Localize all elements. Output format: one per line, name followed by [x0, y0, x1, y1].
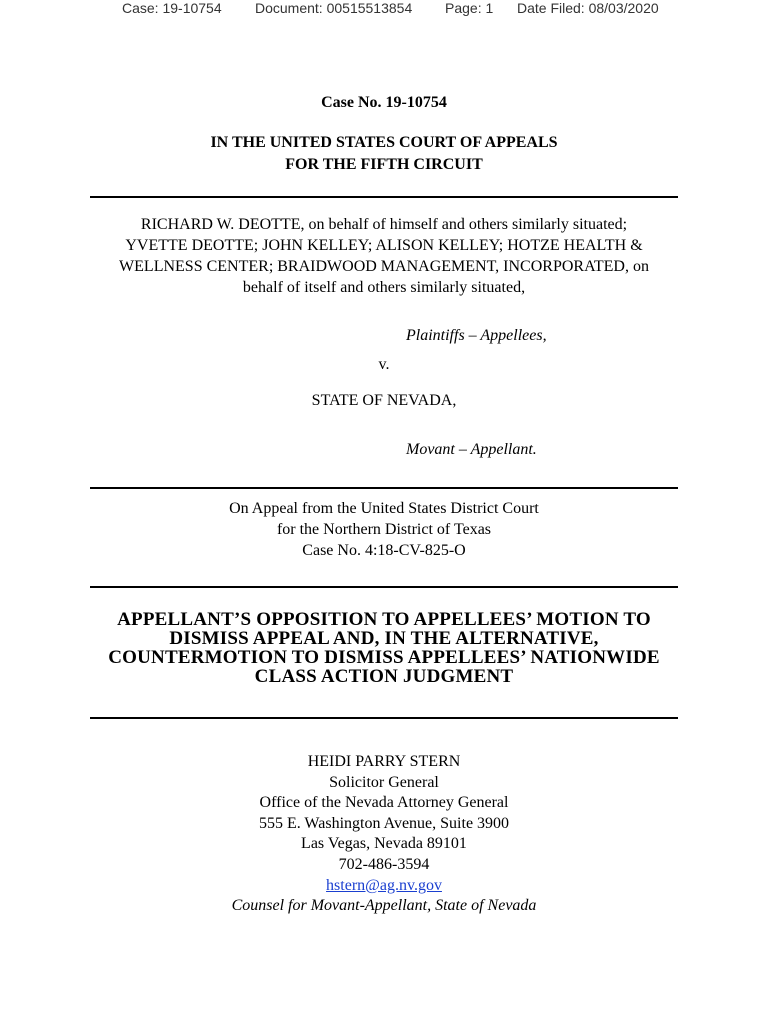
counsel-phone: 702-486-3594	[338, 855, 430, 873]
header-page: Page: 1	[445, 0, 494, 16]
appeal-origin	[90, 498, 678, 561]
court-line-1: IN THE UNITED STATES COURT OF APPEALS	[210, 134, 558, 151]
case-number: Case No. 19-10754	[321, 94, 447, 111]
motion-title-line: COUNTERMOTION TO DISMISS APPELLEES’ NATIONWIDE	[108, 647, 660, 668]
plaintiffs-list	[90, 214, 678, 298]
court-name	[90, 132, 678, 176]
motion-title-line: DISMISS APPEAL AND, IN THE ALTERNATIVE,	[169, 628, 599, 649]
motion-title	[90, 610, 678, 686]
divider-rule	[90, 717, 678, 719]
counsel-email-link[interactable]: hstern@ag.nv.gov	[326, 876, 442, 894]
header-document: Document: 00515513854	[255, 0, 413, 16]
court-line-2: FOR THE FIFTH CIRCUIT	[285, 156, 483, 173]
divider-rule	[90, 196, 678, 198]
parties-line: behalf of itself and others similarly situated,	[242, 279, 526, 296]
appeal-line: On Appeal from the United States District Court	[229, 500, 539, 517]
parties-line: RICHARD W. DEOTTE, on behalf of himself and others similarly situated;	[140, 216, 628, 233]
motion-title-line: CLASS ACTION JUDGMENT	[254, 666, 514, 687]
respondent-role: Movant – Appellant.	[406, 441, 537, 458]
filing-header	[0, 0, 768, 18]
counsel-name: HEIDI PARRY STERN	[307, 753, 461, 770]
header-date-filed: Date Filed: 08/03/2020	[517, 0, 659, 16]
appeal-line: for the Northern District of Texas	[276, 521, 492, 538]
counsel-office: Office of the Nevada Attorney General	[259, 794, 509, 812]
counsel-role: Counsel for Movant-Appellant, State of Nevada	[231, 897, 537, 915]
plaintiffs-role: Plaintiffs – Appellees,	[406, 327, 547, 344]
counsel-block	[90, 752, 678, 917]
motion-title-line: APPELLANT’S OPPOSITION TO APPELLEES’ MOTION TO	[117, 609, 651, 630]
respondent-name: STATE OF NEVADA,	[311, 392, 457, 409]
appeal-line: Case No. 4:18-CV-825-O	[302, 542, 466, 559]
counsel-address-line-2: Las Vegas, Nevada 89101	[301, 835, 467, 853]
parties-line: YVETTE DEOTTE; JOHN KELLEY; ALISON KELLEY; HOTZE HEALTH &	[125, 237, 643, 254]
divider-rule	[90, 487, 678, 489]
counsel-address-line-1: 555 E. Washington Avenue, Suite 3900	[258, 814, 510, 832]
versus-label: v.	[378, 356, 390, 373]
divider-rule	[90, 586, 678, 588]
parties-line: WELLNESS CENTER; BRAIDWOOD MANAGEMENT, INCORPORATED, on	[119, 258, 649, 275]
header-case: Case: 19-10754	[122, 0, 222, 16]
counsel-title: Solicitor General	[329, 773, 439, 791]
counsel-email-row	[90, 876, 678, 897]
